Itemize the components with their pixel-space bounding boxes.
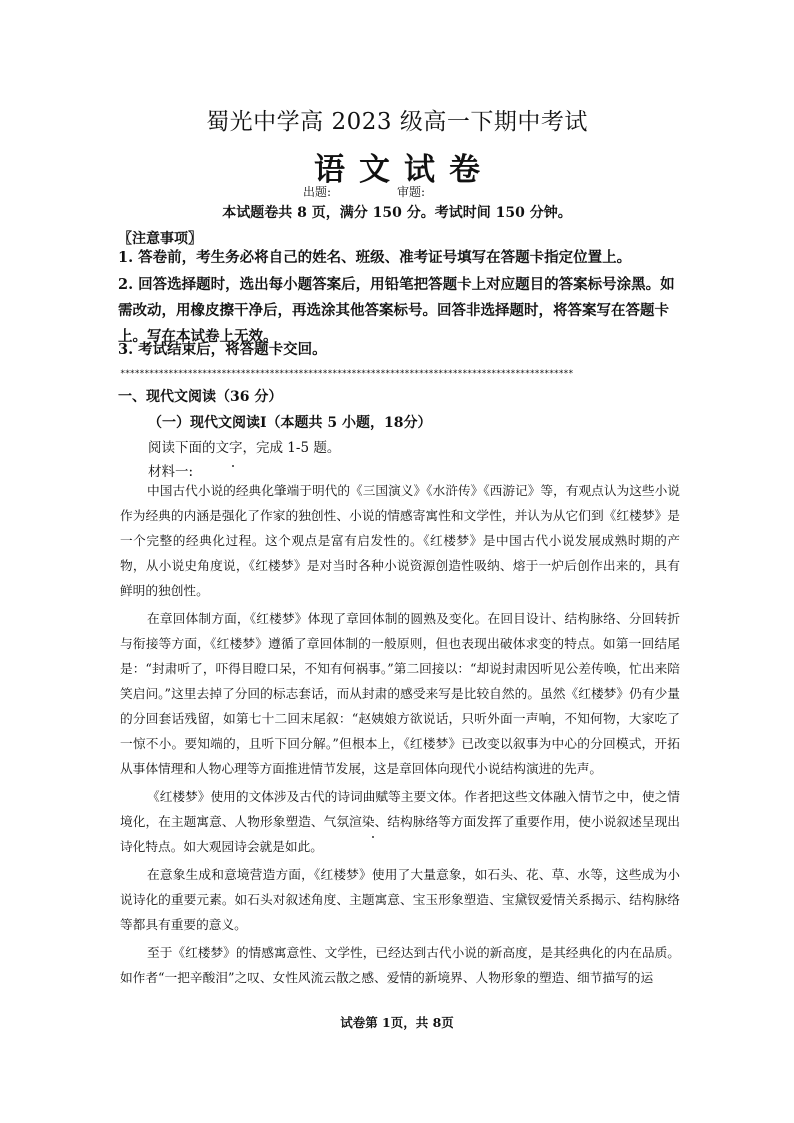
notice-heading: 〖注意事项〗: [118, 231, 202, 247]
divider-line: **********************************************************************************************: [120, 369, 573, 379]
passage-paragraph: 在意象生成和意境营造方面，《红楼梦》使用了大量意象，如石头、花、草、水等，这些成为小说诗化的重要元素。如石头对叙述角度、主题寓意、宝玉形象塑造、宝黛钗爱情关系揭示、结构脉络等都具有重要的意义。: [120, 867, 680, 932]
exam-info: 本试题卷共 8 页，满分 150 分。考试时间 150 分钟。: [222, 205, 572, 221]
material-label: 材料一:: [148, 464, 194, 480]
notice-item: 2. 回答选择题时，选出每小题答案后，用铅笔把答题卡上对应题目的答案标号涂黑。如需改动，用橡皮擦干净后，再选涂其他答案标号。回答非选择题时，将答案写在答题卡上。写在本试卷上无效。: [118, 276, 675, 345]
section-heading: 一、现代文阅读（36 分）: [118, 389, 283, 405]
notice-item-text: 1. 答卷前，考生务必将自己的姓名、班级、准考证号填写在答题卡指定位置上。: [118, 249, 632, 266]
passage-paragraph: 中国古代小说的经典化肇端于明代的《三国演义》《水浒传》《西游记》等，有观点认为这些小说作为经典的内涵是强化了作家的独创性、小说的情感寄寓性和文学性，并认为从它们到《红楼梦》是一个完整的经典化过程。这个观点是富有启发性的。《红楼梦》是中国古代小说发展成熟时期的产物，从小说史角度说，《红楼梦》是对当时各种小说资源创造性吸纳、熔于一炉后创作出来的，具有鲜明的独创性。: [120, 483, 680, 598]
passage-paragraph: 在章回体制方面，《红楼梦》体现了章回体制的圆熟及变化。在回目设计、结构脉络、分回转折与衔接等方面，《红楼梦》遵循了章回体制的一般原则，但也表现出破体求变的特点。如第一回结尾是：“封肃听了，吓得目瞪口呆，不知有何祸事。”第二回接以：“却说封肃因听见公差传唤，忙出来陪笑启问。”这里去掉了分回的标志套话，而从封肃的感受来写是比较自然的。虽然《红楼梦》仍有少量的分回套话残留，如第七十二回末尾叙：“赵姨娘方欲说话，只听外面一声响，不知何物，大家吃了一惊不小。要知端的，且听下回分解。”但根本上，《红楼梦》已改变以叙事为中心的分回模式，开拓从事体情理和人物心理等方面推进情节发展，这是章回体向现代小说结构演进的先声。: [120, 611, 680, 776]
reading-instruction: 阅读下面的文字，完成 1-5 题。: [148, 440, 341, 456]
passage-paragraph: 《红楼梦》使用的文体涉及古代的诗词曲赋等主要文体。作者把这些文体融入情节之中，使之情境化，在主题寓意、人物形象塑造、气氛渲染、结构脉络等方面发挥了重要作用，使小说叙述呈现出诗化特点。如大观园诗会就是如此。: [120, 789, 680, 854]
page-footer: 试卷第 1页，共 8页: [340, 1015, 454, 1030]
scan-speck: [372, 836, 374, 838]
school-exam-title: 蜀光中学高 2023 级高一下期中考试: [206, 109, 588, 135]
scan-speck: [232, 465, 234, 467]
setter-label: 出题:: [302, 185, 331, 199]
reading-passage: [120, 478, 680, 993]
subject-title: 语文试卷: [314, 152, 494, 188]
setter-reviewer-line: [0, 183, 794, 200]
passage-paragraph: 至于《红楼梦》的情感寓意性、文学性，已经达到古代小说的新高度，是其经典化的内在品质。如作者“一把辛酸泪”之叹、女性风流云散之感、爱情的新境界、人物形象的塑造、细节描写的运: [120, 945, 680, 985]
reviewer-label: 审题:: [397, 185, 426, 199]
notice-item: [118, 245, 688, 271]
subsection-heading: （一）现代文阅读Ⅰ（本题共 5 小题，18分）: [148, 415, 432, 431]
notice-item: 3. 考试结束后，将答题卡交回。: [118, 341, 327, 358]
